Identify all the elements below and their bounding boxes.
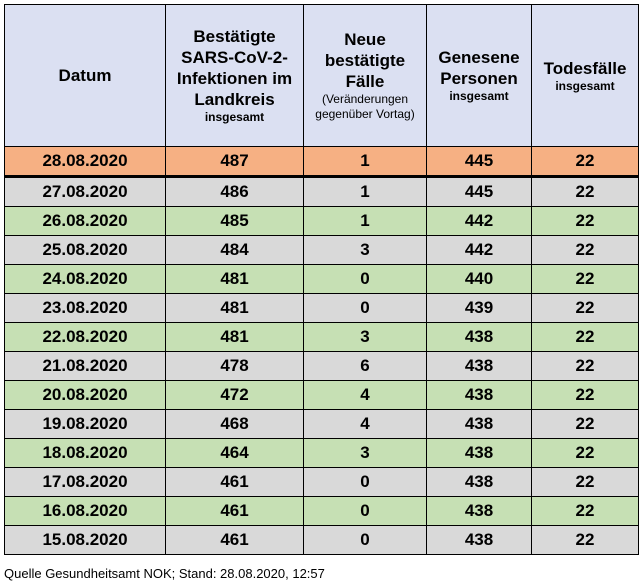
cell-confirmed: 484 [166, 236, 304, 265]
cell-date: 28.08.2020 [5, 147, 166, 177]
cell-recovered: 438 [427, 381, 532, 410]
header-date-label: Datum [58, 66, 112, 85]
cell-new-cases: 0 [304, 526, 427, 555]
cell-new-cases: 0 [304, 294, 427, 323]
header-row [5, 5, 639, 147]
source-note: Quelle Gesundheitsamt NOK; Stand: 28.08.2020, 12:57 [4, 566, 325, 581]
header-deaths-label: Todesfälle [543, 58, 627, 78]
table-row [5, 177, 639, 207]
cell-new-cases: 1 [304, 207, 427, 236]
cell-new-cases: 1 [304, 177, 427, 207]
cell-new-cases: 0 [304, 468, 427, 497]
cell-recovered: 438 [427, 526, 532, 555]
header-new-cases [304, 5, 427, 147]
cell-date: 19.08.2020 [5, 410, 166, 439]
table-row [5, 207, 639, 236]
cell-deaths: 22 [532, 381, 639, 410]
cell-recovered: 445 [427, 147, 532, 177]
header-new-cases-note: (Veränderungen gegenüber Vortag) [315, 92, 415, 121]
cell-recovered: 438 [427, 439, 532, 468]
cell-deaths: 22 [532, 468, 639, 497]
cell-deaths: 22 [532, 410, 639, 439]
cell-confirmed: 464 [166, 439, 304, 468]
cell-deaths: 22 [532, 352, 639, 381]
cell-recovered: 442 [427, 236, 532, 265]
table-row [5, 147, 639, 177]
cell-recovered: 438 [427, 352, 532, 381]
table-row [5, 526, 639, 555]
cell-confirmed: 481 [166, 323, 304, 352]
cell-deaths: 22 [532, 323, 639, 352]
cell-recovered: 438 [427, 497, 532, 526]
cell-date: 23.08.2020 [5, 294, 166, 323]
cell-confirmed: 472 [166, 381, 304, 410]
cell-recovered: 440 [427, 265, 532, 294]
header-confirmed-infections-label: Bestätigte SARS-CoV-2-Infektionen im Landkreis [176, 27, 293, 109]
header-recovered-label: Genesene Personen [438, 48, 520, 88]
table-row [5, 294, 639, 323]
cell-deaths: 22 [532, 207, 639, 236]
header-recovered [427, 5, 532, 147]
cell-new-cases: 1 [304, 147, 427, 177]
cell-confirmed: 481 [166, 294, 304, 323]
cell-date: 21.08.2020 [5, 352, 166, 381]
cell-deaths: 22 [532, 265, 639, 294]
cell-date: 22.08.2020 [5, 323, 166, 352]
table-row [5, 410, 639, 439]
table-row [5, 265, 639, 294]
cell-recovered: 439 [427, 294, 532, 323]
header-deaths [532, 5, 639, 147]
cell-confirmed: 461 [166, 497, 304, 526]
cell-confirmed: 468 [166, 410, 304, 439]
cell-new-cases: 4 [304, 381, 427, 410]
cell-recovered: 442 [427, 207, 532, 236]
cell-new-cases: 3 [304, 439, 427, 468]
cell-recovered: 438 [427, 410, 532, 439]
table-row [5, 439, 639, 468]
header-deaths-sub: insgesamt [555, 78, 615, 93]
cell-confirmed: 485 [166, 207, 304, 236]
cell-confirmed: 481 [166, 265, 304, 294]
table-row [5, 468, 639, 497]
cell-recovered: 438 [427, 323, 532, 352]
cell-date: 25.08.2020 [5, 236, 166, 265]
header-confirmed-infections [166, 5, 304, 147]
cell-date: 17.08.2020 [5, 468, 166, 497]
header-date [5, 5, 166, 147]
cell-confirmed: 486 [166, 177, 304, 207]
cell-new-cases: 0 [304, 497, 427, 526]
cell-date: 26.08.2020 [5, 207, 166, 236]
cell-confirmed: 478 [166, 352, 304, 381]
table-header [5, 5, 639, 147]
cell-date: 15.08.2020 [5, 526, 166, 555]
cell-new-cases: 0 [304, 265, 427, 294]
table-row [5, 236, 639, 265]
cell-deaths: 22 [532, 147, 639, 177]
covid-statistics-table [4, 4, 639, 555]
cell-date: 27.08.2020 [5, 177, 166, 207]
cell-deaths: 22 [532, 177, 639, 207]
cell-date: 20.08.2020 [5, 381, 166, 410]
cell-new-cases: 4 [304, 410, 427, 439]
cell-recovered: 445 [427, 177, 532, 207]
table-row [5, 352, 639, 381]
header-confirmed-infections-sub: insgesamt [204, 110, 265, 124]
cell-deaths: 22 [532, 236, 639, 265]
cell-confirmed: 461 [166, 468, 304, 497]
table-row [5, 381, 639, 410]
cell-new-cases: 3 [304, 323, 427, 352]
table-row [5, 497, 639, 526]
cell-confirmed: 487 [166, 147, 304, 177]
cell-deaths: 22 [532, 497, 639, 526]
cell-date: 18.08.2020 [5, 439, 166, 468]
cell-deaths: 22 [532, 526, 639, 555]
cell-recovered: 438 [427, 468, 532, 497]
header-new-cases-label: Neue bestätigte Fälle [324, 30, 406, 91]
cell-date: 16.08.2020 [5, 497, 166, 526]
cell-confirmed: 461 [166, 526, 304, 555]
table-body [5, 147, 639, 555]
cell-new-cases: 6 [304, 352, 427, 381]
cell-deaths: 22 [532, 439, 639, 468]
cell-date: 24.08.2020 [5, 265, 166, 294]
cell-deaths: 22 [532, 294, 639, 323]
cell-new-cases: 3 [304, 236, 427, 265]
header-recovered-sub: insgesamt [449, 89, 509, 103]
table-row [5, 323, 639, 352]
